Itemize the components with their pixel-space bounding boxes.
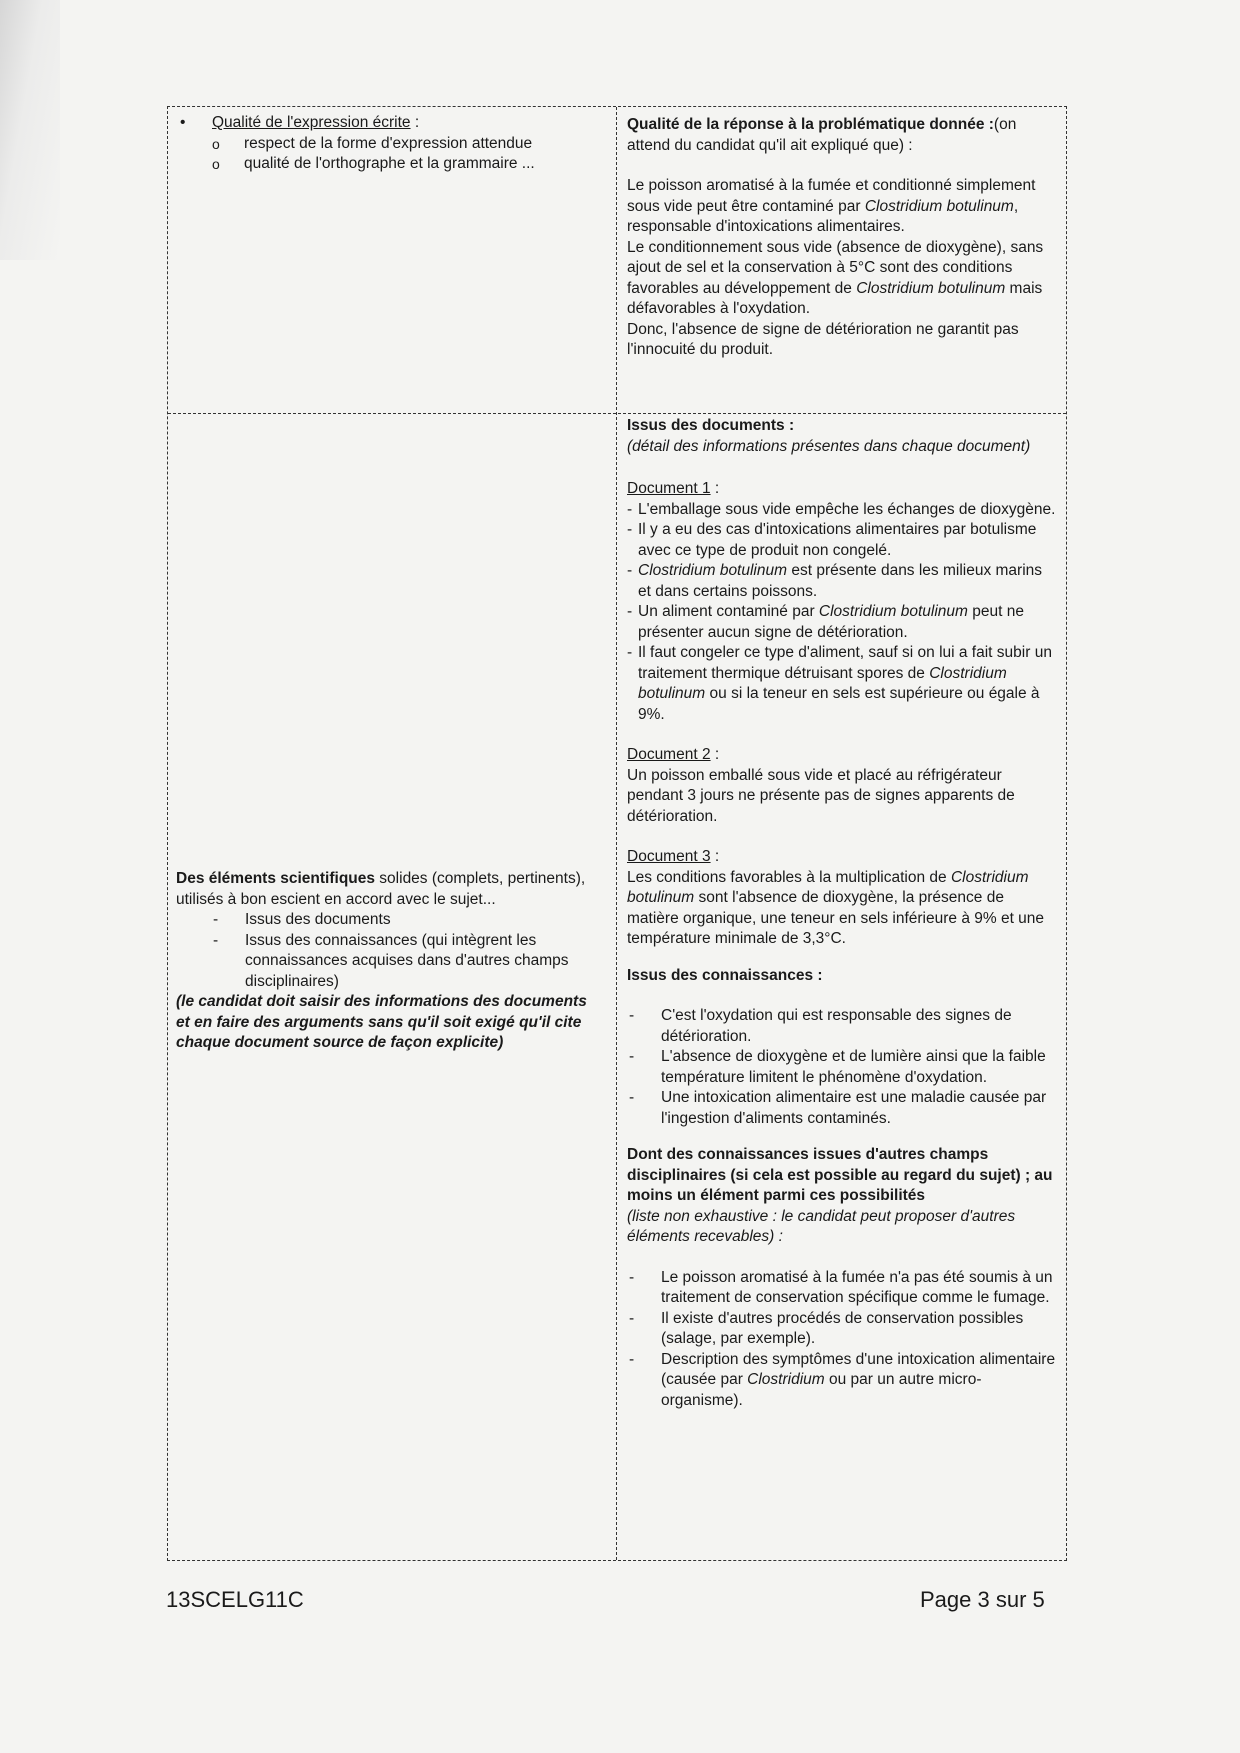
cell-expression-quality	[180, 113, 600, 175]
list-item: - Il faut congeler ce type d'aliment, sauf si on lui a fait subir un traitement thermique détruisant spores de Clostridium botulinum ou si la teneur en sels est supérieure ou égale à 9%.	[627, 643, 1057, 725]
list-item: - Issus des documents	[176, 910, 601, 931]
list-item: - C'est l'oxydation qui est responsable des signes de détérioration.	[627, 1006, 1057, 1047]
list-item: - Description des symptômes d'une intoxication alimentaire (causée par Clostridium ou par un autre micro-organisme).	[627, 1350, 1057, 1412]
candidate-note: (le candidat doit saisir des informations des documents et en faire des arguments sans qu'il soit exigé qu'il cite chaque document source de façon explicite)	[176, 993, 587, 1051]
document-2-text: Un poisson emballé sous vide et placé au réfrigérateur pendant 3 jours ne présente pas de signes apparents de détérioration.	[627, 766, 1015, 825]
answer-quality-heading: Qualité de la réponse à la problématique donnée :(on attend du candidat qu'il ait expliqué que) :	[627, 116, 1017, 154]
other-fields-subheading: (liste non exhaustive : le candidat peut proposer d'autres éléments recevables) :	[627, 1207, 1016, 1245]
list-item: - L'emballage sous vide empêche les échanges de dioxygène.	[627, 500, 1057, 521]
scan-edge-shadow	[0, 0, 60, 260]
list-item: - Il existe d'autres procédés de conservation possibles (salage, par exemple).	[627, 1309, 1057, 1350]
grading-table	[167, 106, 1067, 1561]
list-item: - Issus des connaissances (qui intègrent les connaissances acquises dans d'autres champs disciplinaires)	[176, 931, 601, 993]
document-1-list	[627, 500, 1057, 726]
list-item: - Une intoxication alimentaire est une maladie causée par l'ingestion d'aliments contaminés.	[627, 1088, 1057, 1129]
documents-subheading: (détail des informations présentes dans chaque document)	[627, 437, 1031, 455]
list-item: o respect de la forme d'expression attendue	[212, 134, 600, 155]
page-number: Page 3 sur 5	[920, 1587, 1045, 1612]
document-2-title: Document 2 :	[627, 746, 720, 763]
expression-heading: • Qualité de l'expression écrite : o respect de la forme d'expression attendue o qualité de l'orthographe et la grammaire ...	[180, 113, 600, 175]
row-divider	[168, 413, 1066, 414]
knowledge-heading: Issus des connaissances :	[627, 966, 823, 984]
other-fields-list	[627, 1268, 1057, 1412]
document-3-text: Les conditions favorables à la multiplication de Clostridium botulinum sont l'absence de dioxygène, la présence de matière organique, une teneur en sels inférieure à 9% et une température minimale de 3,3°C.	[627, 868, 1045, 947]
list-item: - Il y a eu des cas d'intoxications alimentaires par botulisme avec ce type de produit non congelé.	[627, 520, 1057, 561]
list-item: - Un aliment contaminé par Clostridium botulinum peut ne présenter aucun signe de détérioration.	[627, 602, 1057, 643]
list-item: - L'absence de dioxygène et de lumière ainsi que la faible température limitent le phénomène d'oxydation.	[627, 1047, 1057, 1088]
scientific-sources-list	[176, 910, 601, 992]
document-3-title: Document 3 :	[627, 848, 720, 865]
knowledge-list	[627, 1006, 1057, 1129]
list-item: o qualité de l'orthographe et la grammaire ...	[212, 154, 600, 175]
scientific-elements-heading: Des éléments scientifiques solides (complets, pertinents), utilisés à bon escient en accord avec le sujet...	[176, 870, 586, 908]
cell-scientific-elements	[176, 869, 601, 1054]
list-item: - Le poisson aromatisé à la fumée n'a pas été soumis à un traitement de conservation spécifique comme le fumage.	[627, 1268, 1057, 1309]
cell-answer-quality	[627, 115, 1057, 361]
answer-paragraph-2: Le conditionnement sous vide (absence de dioxygène), sans ajout de sel et la conservation à 5°C sont des conditions favorables au développement de Clostridium botulinum mais défavorables à l'oxydation.	[627, 238, 1044, 317]
list-item: - Clostridium botulinum est présente dans les milieux marins et dans certains poissons.	[627, 561, 1057, 602]
document-1-title: Document 1 :	[627, 480, 720, 497]
expression-bullet-list	[180, 113, 600, 175]
column-divider	[616, 107, 617, 1560]
other-fields-heading: Dont des connaissances issues d'autres champs disciplinaires (si cela est possible au regard du sujet) ; au moins un élément parmi ces possibilités	[627, 1146, 1053, 1204]
documents-heading: Issus des documents :	[627, 417, 795, 434]
answer-paragraph-1: Le poisson aromatisé à la fumée et conditionné simplement sous vide peut être contaminé par Clostridium botulinum, responsable d'intoxications alimentaires.	[627, 177, 1036, 235]
cell-details	[627, 416, 1057, 1411]
expression-criteria-list	[212, 134, 600, 175]
document-code: 13SCELG11C	[166, 1587, 304, 1612]
answer-paragraph-3: Donc, l'absence de signe de détérioration ne garantit pas l'innocuité du produit.	[627, 320, 1019, 358]
